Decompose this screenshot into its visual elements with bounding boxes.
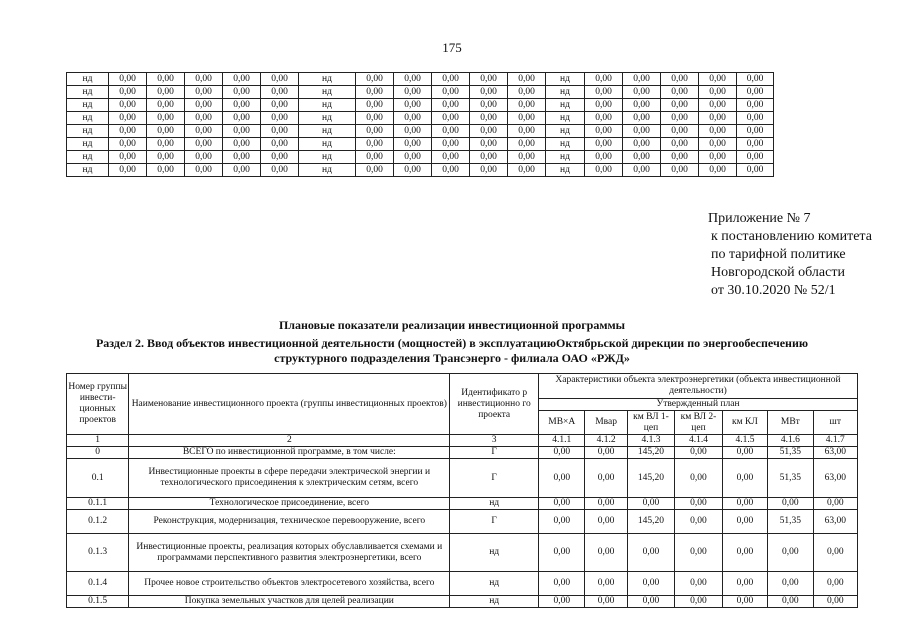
table-cell: 0,00 xyxy=(432,151,470,164)
header-characteristics: Характеристики объекта электроэнергетики (объекта инвестиционной деятельности) xyxy=(539,374,858,399)
table-cell: 0,00 xyxy=(109,73,147,86)
project-id-cell: нд xyxy=(450,534,539,572)
table-cell: 0,00 xyxy=(699,86,737,99)
table-cell: 0,00 xyxy=(661,112,699,125)
table-row xyxy=(67,447,858,459)
value-cell: 0,00 xyxy=(627,498,675,510)
project-name-cell: ВСЕГО по инвестиционной программе, в том числе: xyxy=(129,447,450,459)
table-cell: 0,00 xyxy=(508,164,546,177)
table-cell: 0,00 xyxy=(737,151,774,164)
table-cell: 0,00 xyxy=(394,151,432,164)
table-cell: нд xyxy=(299,112,356,125)
project-id-cell: нд xyxy=(450,572,539,596)
table-cell: 0,00 xyxy=(356,112,394,125)
table-cell: 0,00 xyxy=(261,112,299,125)
value-cell: 0,00 xyxy=(585,510,627,534)
section-title-line: структурного подразделения Трансэнерго - филиала ОАО «РЖД» xyxy=(274,351,630,365)
table-row xyxy=(67,572,858,596)
table-cell: 0,00 xyxy=(661,86,699,99)
value-cell: 0,00 xyxy=(585,534,627,572)
table-cell: 0,00 xyxy=(394,99,432,112)
header-unit: км ВЛ 2-цеп xyxy=(675,411,723,435)
table-cell: 0,00 xyxy=(585,164,623,177)
table-cell: 0,00 xyxy=(661,125,699,138)
table-cell: 0,00 xyxy=(737,125,774,138)
continuation-table xyxy=(66,72,774,177)
value-cell: 0,00 xyxy=(722,459,767,498)
table-cell: 0,00 xyxy=(508,99,546,112)
table-cell: 0,00 xyxy=(432,99,470,112)
table-cell: нд xyxy=(546,86,585,99)
table-cell: 0,00 xyxy=(737,86,774,99)
table-cell: 0,00 xyxy=(394,73,432,86)
table-cell: 0,00 xyxy=(394,138,432,151)
table-cell: 0,00 xyxy=(699,164,737,177)
value-cell: 0,00 xyxy=(813,596,857,608)
table-cell: 0,00 xyxy=(185,86,223,99)
table-cell: 0,00 xyxy=(661,151,699,164)
column-number: 2 xyxy=(129,435,450,447)
project-id-cell: нд xyxy=(450,596,539,608)
value-cell: 0,00 xyxy=(768,596,813,608)
table-cell: 0,00 xyxy=(623,99,661,112)
value-cell: 0,00 xyxy=(675,596,723,608)
group-number-cell: 0.1 xyxy=(67,459,129,498)
column-number: 4.1.2 xyxy=(585,435,627,447)
table-cell: 0,00 xyxy=(261,151,299,164)
project-name-cell: Инвестиционные проекты в сфере передачи электрической энергии и технологического присоединения к электрическим сетям, всего xyxy=(129,459,450,498)
table-cell: 0,00 xyxy=(508,112,546,125)
value-cell: 0,00 xyxy=(585,447,627,459)
project-id-cell: Г xyxy=(450,510,539,534)
table-cell: 0,00 xyxy=(147,125,185,138)
section-title-line: Раздел 2. Ввод объектов инвестиционной деятельности (мощностей) в эксплуатациюОктябрьской дирекции по энергообеспечению xyxy=(95,336,809,350)
project-name-cell: Покупка земельных участков для целей реализации xyxy=(129,596,450,608)
value-cell: 0,00 xyxy=(722,447,767,459)
table-cell: 0,00 xyxy=(261,125,299,138)
table-cell: 0,00 xyxy=(147,151,185,164)
header-unit: Мвар xyxy=(585,411,627,435)
table-cell: 0,00 xyxy=(394,164,432,177)
table-cell: 0,00 xyxy=(109,86,147,99)
column-number: 4.1.1 xyxy=(539,435,585,447)
table-row xyxy=(67,125,774,138)
table-cell: 0,00 xyxy=(394,86,432,99)
table-cell: 0,00 xyxy=(147,138,185,151)
value-cell: 0,00 xyxy=(627,534,675,572)
table-cell: 0,00 xyxy=(432,86,470,99)
page-number: 175 xyxy=(442,40,462,55)
table-row xyxy=(67,86,774,99)
header-unit: км КЛ xyxy=(722,411,767,435)
group-number-cell: 0.1.3 xyxy=(67,534,129,572)
table-cell: 0,00 xyxy=(585,151,623,164)
value-cell: 0,00 xyxy=(627,572,675,596)
value-cell: 0,00 xyxy=(675,572,723,596)
column-number: 4.1.6 xyxy=(768,435,813,447)
table-cell: 0,00 xyxy=(261,73,299,86)
table-cell: 0,00 xyxy=(623,73,661,86)
table-cell: 0,00 xyxy=(623,138,661,151)
group-number-cell: 0 xyxy=(67,447,129,459)
table-cell: 0,00 xyxy=(185,99,223,112)
value-cell: 0,00 xyxy=(675,534,723,572)
table-cell: 0,00 xyxy=(508,125,546,138)
table-cell: нд xyxy=(299,86,356,99)
table-cell: 0,00 xyxy=(585,125,623,138)
appendix-line: Новгородской области xyxy=(711,265,845,280)
column-number: 4.1.4 xyxy=(675,435,723,447)
table-cell: 0,00 xyxy=(223,99,261,112)
table-cell: нд xyxy=(546,164,585,177)
table-cell: нд xyxy=(299,151,356,164)
table-cell: 0,00 xyxy=(737,99,774,112)
table-cell: 0,00 xyxy=(585,138,623,151)
table-cell: 0,00 xyxy=(223,112,261,125)
section-title xyxy=(60,336,844,366)
value-cell: 145,20 xyxy=(627,459,675,498)
table-cell: 0,00 xyxy=(623,164,661,177)
investment-table-body xyxy=(67,447,858,608)
investment-table xyxy=(66,373,858,608)
column-number: 4.1.7 xyxy=(813,435,857,447)
table-cell: 0,00 xyxy=(394,112,432,125)
table-cell: 0,00 xyxy=(661,164,699,177)
appendix-header xyxy=(708,210,872,300)
table-cell: 0,00 xyxy=(185,125,223,138)
value-cell: 0,00 xyxy=(585,459,627,498)
table-cell: нд xyxy=(299,99,356,112)
table-cell: 0,00 xyxy=(623,125,661,138)
table-cell: 0,00 xyxy=(356,86,394,99)
table-cell: 0,00 xyxy=(356,73,394,86)
table-cell: 0,00 xyxy=(470,138,508,151)
value-cell: 0,00 xyxy=(539,498,585,510)
table-cell: 0,00 xyxy=(109,125,147,138)
project-name-cell: Реконструкция, модернизация, техническое перевооружение, всего xyxy=(129,510,450,534)
table-cell: 0,00 xyxy=(737,112,774,125)
table-cell: 0,00 xyxy=(470,112,508,125)
table-cell: 0,00 xyxy=(356,138,394,151)
table-cell: 0,00 xyxy=(508,151,546,164)
column-number-row xyxy=(67,435,858,447)
table-cell: 0,00 xyxy=(470,99,508,112)
table-cell: 0,00 xyxy=(109,112,147,125)
column-number: 3 xyxy=(450,435,539,447)
project-id-cell: нд xyxy=(450,498,539,510)
group-number-cell: 0.1.2 xyxy=(67,510,129,534)
value-cell: 51,35 xyxy=(768,510,813,534)
table-cell: 0,00 xyxy=(147,164,185,177)
value-cell: 0,00 xyxy=(722,510,767,534)
value-cell: 0,00 xyxy=(768,498,813,510)
table-cell: 0,00 xyxy=(470,86,508,99)
value-cell: 51,35 xyxy=(768,447,813,459)
value-cell: 0,00 xyxy=(539,447,585,459)
value-cell: 0,00 xyxy=(813,498,857,510)
value-cell: 0,00 xyxy=(585,572,627,596)
table-cell: нд xyxy=(546,73,585,86)
value-cell: 0,00 xyxy=(585,596,627,608)
value-cell: 0,00 xyxy=(768,534,813,572)
value-cell: 145,20 xyxy=(627,447,675,459)
table-cell: 0,00 xyxy=(185,138,223,151)
header-project-name: Наименование инвестиционного проекта (группы инвестиционных проектов) xyxy=(129,374,450,435)
table-cell: 0,00 xyxy=(223,164,261,177)
table-cell: нд xyxy=(546,99,585,112)
table-cell: 0,00 xyxy=(432,164,470,177)
value-cell: 63,00 xyxy=(813,510,857,534)
table-cell: 0,00 xyxy=(223,125,261,138)
project-name-cell: Технологическое присоединение, всего xyxy=(129,498,450,510)
appendix-date: от 30.10.2020 № 52/1 xyxy=(711,283,836,298)
table-cell: нд xyxy=(67,138,109,151)
value-cell: 0,00 xyxy=(675,498,723,510)
value-cell: 0,00 xyxy=(539,534,585,572)
table-cell: 0,00 xyxy=(223,86,261,99)
table-cell: 0,00 xyxy=(394,125,432,138)
table-cell: 0,00 xyxy=(699,138,737,151)
table-cell: 0,00 xyxy=(699,99,737,112)
document-title: Плановые показатели реализации инвестиционной программы xyxy=(278,318,626,332)
header-project-id: Идентификато р инвестиционно го проекта xyxy=(450,374,539,435)
value-cell: 0,00 xyxy=(722,572,767,596)
header-approved-plan: Утвержденный план xyxy=(539,399,858,411)
table-cell: 0,00 xyxy=(699,151,737,164)
table-cell: нд xyxy=(67,112,109,125)
project-name-cell: Инвестиционные проекты, реализация которых обуславливается схемами и программами перспективного развития электроэнергетики, всего xyxy=(129,534,450,572)
project-id-cell: Г xyxy=(450,459,539,498)
table-cell: 0,00 xyxy=(261,164,299,177)
value-cell: 0,00 xyxy=(813,572,857,596)
table-cell: 0,00 xyxy=(223,73,261,86)
value-cell: 0,00 xyxy=(675,447,723,459)
value-cell: 0,00 xyxy=(722,534,767,572)
table-cell: нд xyxy=(546,151,585,164)
table-cell: 0,00 xyxy=(508,73,546,86)
table-row xyxy=(67,534,858,572)
appendix-title: Приложение № 7 xyxy=(708,211,811,226)
value-cell: 0,00 xyxy=(627,596,675,608)
table-cell: 0,00 xyxy=(223,138,261,151)
project-id-cell: Г xyxy=(450,447,539,459)
value-cell: 51,35 xyxy=(768,459,813,498)
header-unit: км ВЛ 1-цеп xyxy=(627,411,675,435)
table-cell: 0,00 xyxy=(261,138,299,151)
table-cell: 0,00 xyxy=(737,164,774,177)
table-cell: 0,00 xyxy=(109,99,147,112)
value-cell: 0,00 xyxy=(722,498,767,510)
table-cell: 0,00 xyxy=(699,73,737,86)
table-cell: 0,00 xyxy=(356,164,394,177)
table-cell: нд xyxy=(299,164,356,177)
value-cell: 0,00 xyxy=(813,534,857,572)
table-row xyxy=(67,151,774,164)
table-cell: 0,00 xyxy=(699,112,737,125)
value-cell: 145,20 xyxy=(627,510,675,534)
table-row xyxy=(67,164,774,177)
value-cell: 0,00 xyxy=(675,510,723,534)
table-row xyxy=(67,498,858,510)
table-cell: 0,00 xyxy=(432,125,470,138)
table-cell: нд xyxy=(67,99,109,112)
table-cell: 0,00 xyxy=(508,86,546,99)
table-cell: 0,00 xyxy=(261,86,299,99)
table-cell: нд xyxy=(67,125,109,138)
header-group-number: Номер группы инвести- ционных проектов xyxy=(67,374,129,435)
table-cell: 0,00 xyxy=(147,112,185,125)
table-cell: 0,00 xyxy=(699,125,737,138)
table-cell: нд xyxy=(67,164,109,177)
table-cell: 0,00 xyxy=(470,73,508,86)
value-cell: 0,00 xyxy=(722,596,767,608)
table-cell: 0,00 xyxy=(432,112,470,125)
group-number-cell: 0.1.4 xyxy=(67,572,129,596)
table-cell: 0,00 xyxy=(737,138,774,151)
table-cell: нд xyxy=(67,151,109,164)
appendix-line: к постановлению комитета xyxy=(711,229,872,244)
value-cell: 0,00 xyxy=(539,596,585,608)
table-cell: 0,00 xyxy=(185,73,223,86)
table-cell: 0,00 xyxy=(147,99,185,112)
table-cell: 0,00 xyxy=(470,164,508,177)
header-unit: МВт xyxy=(768,411,813,435)
table-cell: 0,00 xyxy=(661,138,699,151)
table-cell: 0,00 xyxy=(623,86,661,99)
group-number-cell: 0.1.1 xyxy=(67,498,129,510)
table-cell: 0,00 xyxy=(432,73,470,86)
column-number: 1 xyxy=(67,435,129,447)
table-cell: нд xyxy=(299,73,356,86)
table-cell: 0,00 xyxy=(185,112,223,125)
table-cell: нд xyxy=(299,138,356,151)
table-cell: 0,00 xyxy=(147,73,185,86)
table-cell: 0,00 xyxy=(432,138,470,151)
table-cell: 0,00 xyxy=(356,99,394,112)
value-cell: 0,00 xyxy=(768,572,813,596)
table-cell: нд xyxy=(546,138,585,151)
table-cell: 0,00 xyxy=(261,99,299,112)
table-row xyxy=(67,73,774,86)
header-unit: МВ×А xyxy=(539,411,585,435)
group-number-cell: 0.1.5 xyxy=(67,596,129,608)
value-cell: 0,00 xyxy=(675,459,723,498)
table-cell: 0,00 xyxy=(585,73,623,86)
table-cell: нд xyxy=(546,125,585,138)
table-cell: 0,00 xyxy=(508,138,546,151)
table-cell: 0,00 xyxy=(470,151,508,164)
continuation-table-body xyxy=(67,73,774,177)
value-cell: 0,00 xyxy=(539,510,585,534)
table-cell: 0,00 xyxy=(356,125,394,138)
table-cell: 0,00 xyxy=(623,112,661,125)
value-cell: 0,00 xyxy=(585,498,627,510)
table-cell: 0,00 xyxy=(585,99,623,112)
table-cell: 0,00 xyxy=(185,164,223,177)
column-number: 4.1.3 xyxy=(627,435,675,447)
table-cell: 0,00 xyxy=(737,73,774,86)
table-cell: 0,00 xyxy=(223,151,261,164)
table-cell: нд xyxy=(299,125,356,138)
table-cell: 0,00 xyxy=(109,164,147,177)
table-cell: 0,00 xyxy=(470,125,508,138)
table-row xyxy=(67,459,858,498)
table-row xyxy=(67,596,858,608)
table-cell: 0,00 xyxy=(585,112,623,125)
table-row xyxy=(67,510,858,534)
table-cell: нд xyxy=(67,86,109,99)
value-cell: 0,00 xyxy=(539,572,585,596)
table-cell: нд xyxy=(67,73,109,86)
table-cell: 0,00 xyxy=(147,86,185,99)
value-cell: 63,00 xyxy=(813,459,857,498)
table-row xyxy=(67,99,774,112)
table-cell: нд xyxy=(546,112,585,125)
table-cell: 0,00 xyxy=(356,151,394,164)
table-cell: 0,00 xyxy=(661,73,699,86)
table-row xyxy=(67,112,774,125)
value-cell: 63,00 xyxy=(813,447,857,459)
table-cell: 0,00 xyxy=(585,86,623,99)
table-cell: 0,00 xyxy=(109,138,147,151)
table-cell: 0,00 xyxy=(661,99,699,112)
table-cell: 0,00 xyxy=(185,151,223,164)
column-number: 4.1.5 xyxy=(722,435,767,447)
table-cell: 0,00 xyxy=(109,151,147,164)
project-name-cell: Прочее новое строительство объектов электросетевого хозяйства, всего xyxy=(129,572,450,596)
appendix-line: по тарифной политике xyxy=(711,247,846,262)
header-unit: шт xyxy=(813,411,857,435)
table-cell: 0,00 xyxy=(623,151,661,164)
table-row xyxy=(67,138,774,151)
value-cell: 0,00 xyxy=(539,459,585,498)
